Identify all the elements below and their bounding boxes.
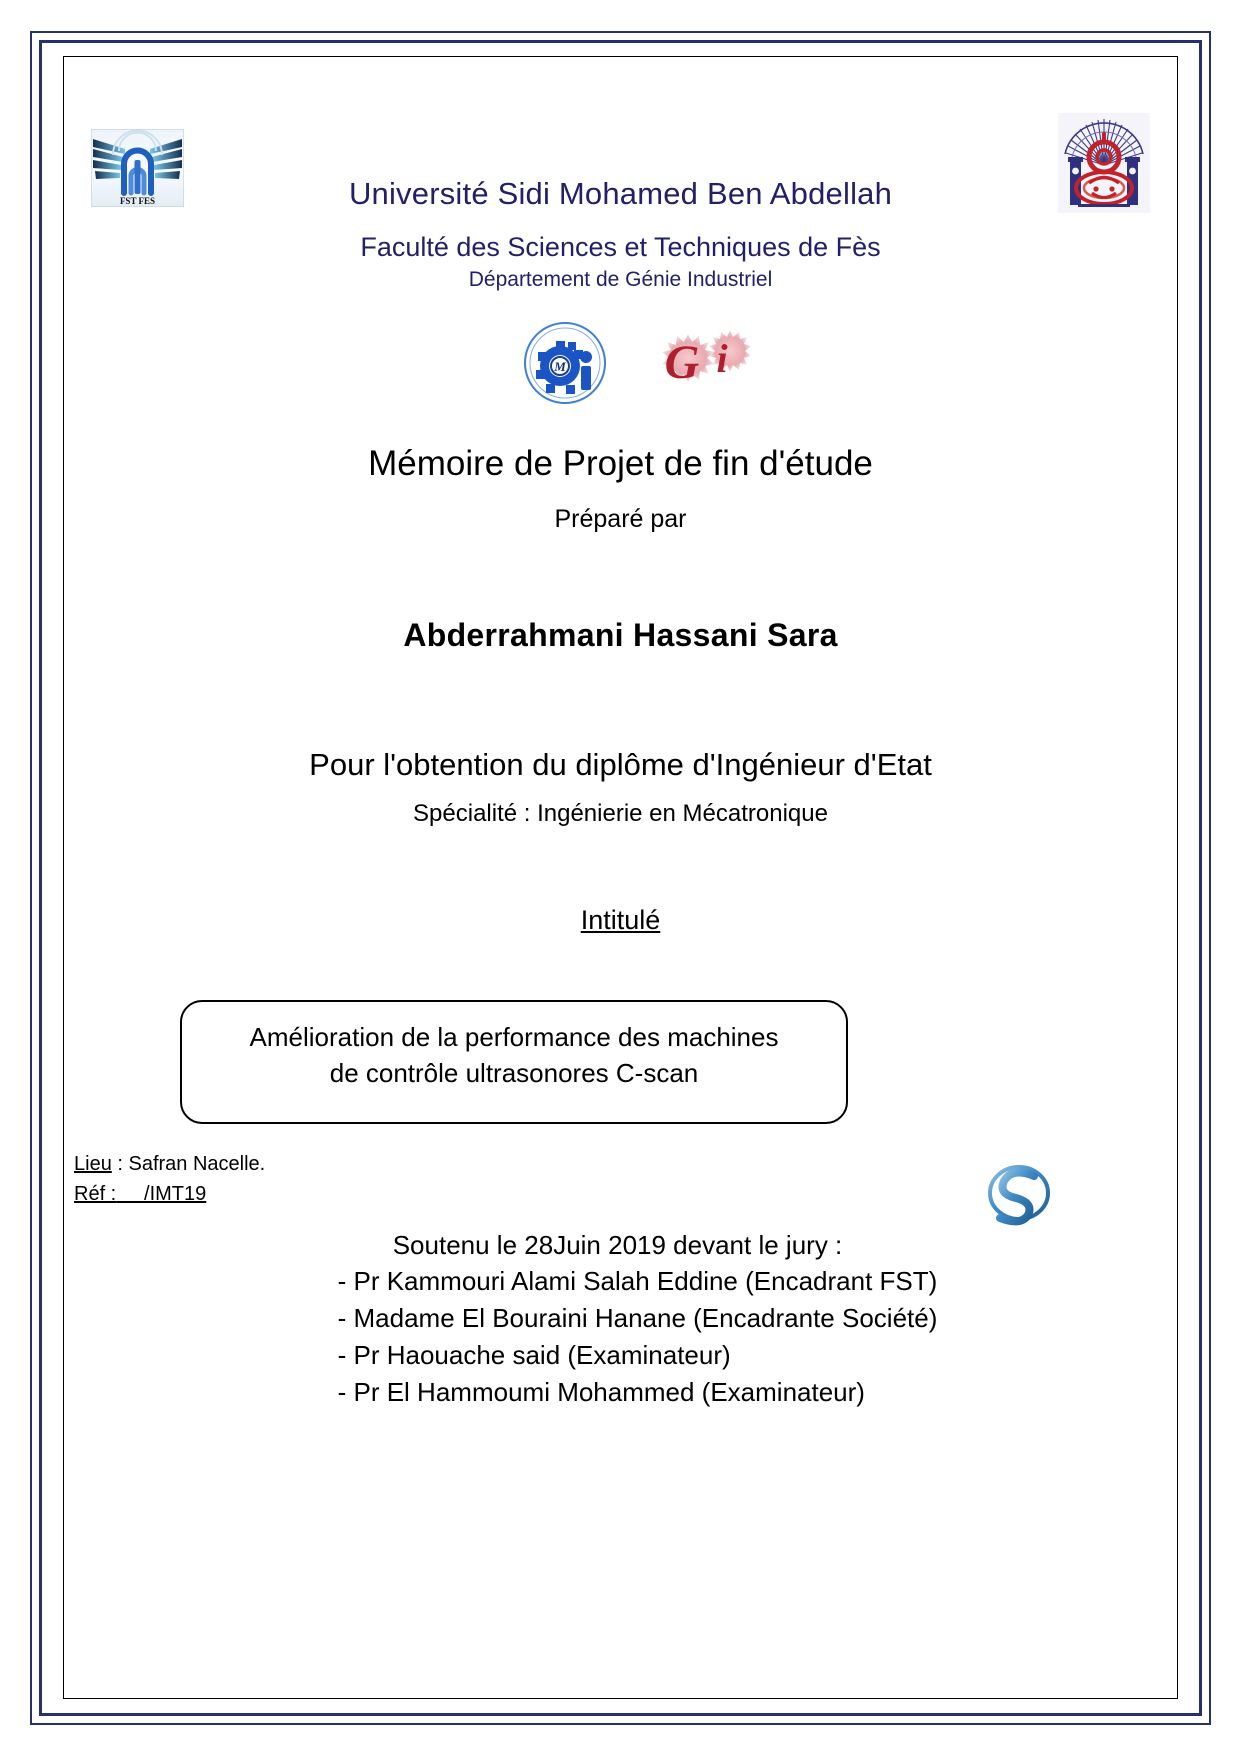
place-label: Lieu [74,1153,112,1175]
jury-member: - Madame El Bouraini Hanane (Encadrante Société) [337,1302,938,1333]
subject-line-1: Amélioration de la performance des machines [249,1022,779,1052]
reference-row [74,1179,265,1209]
place-value: : Safran Nacelle. [111,1153,266,1175]
jury-member: - Pr Kammouri Alami Salah Eddine (Encadrant FST) [337,1266,938,1296]
intitule-label [64,905,1177,936]
jury-section [64,1230,1177,1411]
reference-label: Réf : [74,1183,117,1205]
author-name: Abderrahmani Hassani Sara [403,617,838,653]
svg-text:G: G [664,336,699,389]
subject-line-2: de contrôle ultrasonores C-scan [329,1057,699,1088]
subject-title-text [209,1020,820,1092]
diploma-line: Pour l'obtention du diplôme d'Ingénieur d'Etat [309,747,932,782]
document-meta [74,1149,265,1209]
department-name: Département de Génie Industriel [468,268,773,292]
svg-text:i: i [715,336,728,381]
page-content [64,57,1177,1698]
reference-value: /IMT19 [116,1183,207,1205]
specialty-line: Spécialité : Ingénierie en Mécatronique [413,800,828,827]
genie-industriel-gear-logo-icon [522,320,608,406]
safran-logo-icon [979,1155,1059,1227]
intitule-text: Intitulé [580,905,661,935]
faculty-name: Faculté des Sciences et Techniques de Fès [360,231,881,262]
university-heading [64,175,1177,292]
svg-text:M: M [553,359,566,374]
subject-title-box [180,1000,848,1124]
jury-list [338,1263,938,1411]
fst-fes-logo-caption: FST FES [119,196,156,206]
document-title: Mémoire de Projet de fin d'étude [368,444,873,483]
prepared-by-label: Préparé par [554,505,687,533]
gi-logo-icon [652,320,756,406]
program-emblems [64,320,1177,406]
defense-line: Soutenu le 28Juin 2019 devant le jury : [392,1230,843,1260]
university-name: Université Sidi Mohamed Ben Abdellah [348,176,893,211]
jury-member: - Pr Haouache said (Examinateur) [337,1339,731,1370]
place-row [74,1149,265,1179]
jury-member: - Pr El Hammoumi Mohammed (Examinateur) [337,1376,865,1407]
